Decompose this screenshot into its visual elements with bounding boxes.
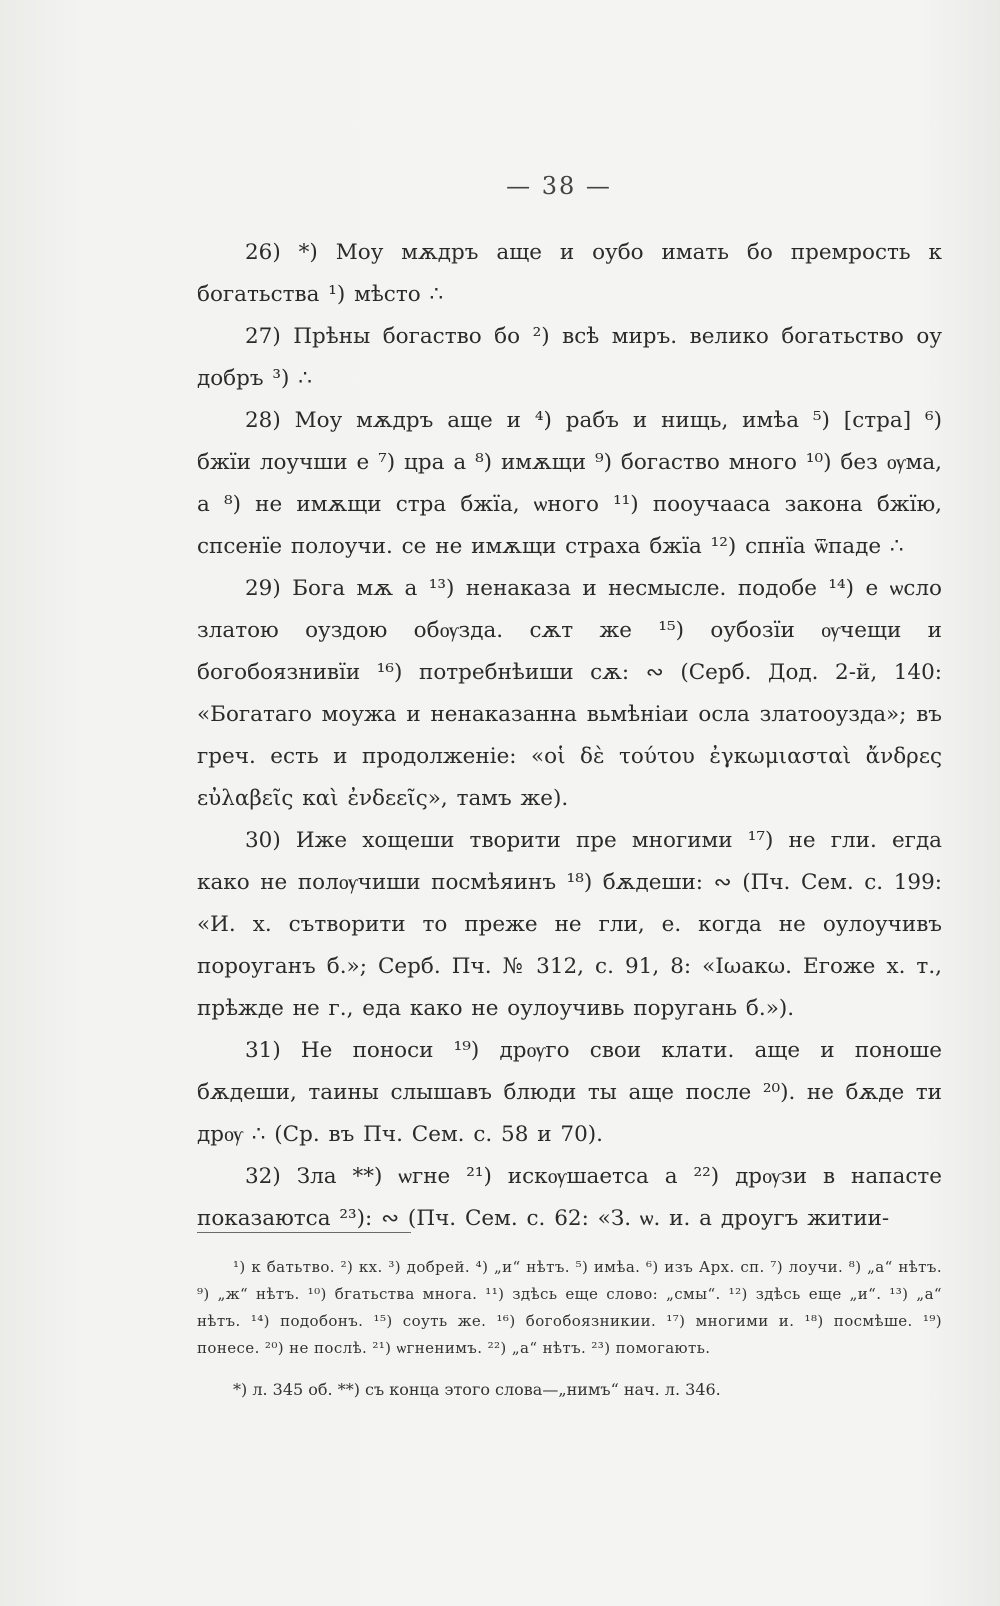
- paragraph-30: 30) Иже хощеши творити пре многими ¹⁷) не гли. егда како не полѹчиши посмѣяинъ ¹⁸) бѫдеши: ∾ (Пч. Сем. с. 199: «И. х. сътворити то преже не гли, е. когда не оулоучивъ пороуганъ б.»; Серб. Пч. № 312, с. 91, 8: «Iωакω. Егоже х. т., прѣжде не г., еда како не оулоучивь поругань б.»).: [197, 828, 942, 1021]
- paragraph-28: 28) Моу мѫдръ аще и ⁴) рабъ и нищь, имѣа ⁵) [стра] ⁶) бжїи лоучши е ⁷) цра а ⁸) имѫщи ⁹) богаство много ¹⁰) без ѹма, а ⁸) не имѫщи стра бжїа, ѡного ¹¹) пооучааса закона бжїю, спсенїе полоучи. се не имѫщи страха бжїа ¹²) спнїа ѿпаде ∴: [197, 408, 942, 559]
- main-text: [197, 232, 942, 1240]
- paragraph-27: 27) Прѣны богаство бо ²) всѣ миръ. велико богатьство оу добръ ³) ∴: [197, 324, 942, 391]
- paragraph-32: 32) Зла **) ѡгне ²¹) искѹшаетса а ²²) дрѹзи в напасте показаютса ²³): ∾ (Пч. Сем. с. 62: «З. ѡ. и. а дроугъ житии-: [197, 1164, 942, 1231]
- footnote-variants: ¹) к батьтво. ²) кх. ³) добрей. ⁴) „и“ нѣтъ. ⁵) имѣа. ⁶) изъ Арх. сп. ⁷) лоучи. ⁸) „а“ нѣтъ. ⁹) „ж“ нѣтъ. ¹⁰) бгатьства многа. ¹¹) здѣсь еще слово: „смы“. ¹²) здѣсь еще „и“. ¹³) „а“ нѣтъ. ¹⁴) подобонъ. ¹⁵) соуть же. ¹⁶) богобоязникии. ¹⁷) многими и. ¹⁸) посмѣше. ¹⁹) понесе. ²⁰) не послѣ. ²¹) ѡгненимъ. ²²) „а“ нѣтъ. ²³) помогають.: [197, 1258, 942, 1357]
- paragraph-26: 26) *) Моу мѫдръ аще и оубо имать бо премрость к богатьства ¹) мѣсто ∴: [197, 240, 942, 307]
- footnote-separator: [197, 1232, 411, 1233]
- footnotes: [197, 1254, 942, 1403]
- page-number: — 38 —: [506, 172, 612, 200]
- footnote-folio-notes: *) л. 345 об. **) съ конца этого слова—„нимъ“ нач. л. 346.: [233, 1380, 721, 1399]
- paragraph-29: 29) Бога мѫ а ¹³) ненаказа и несмысле. подобе ¹⁴) е ѡсло златою оуздою обѹзда. сѫт же ¹⁵) оубозїи ѹчещи и богобоязнивїи ¹⁶) потребнѣиши сѫ: ∾ (Серб. Дод. 2-й, 140: «Богатаго моужа и ненаказанна вьмѣнiаи осла златооузда»; въ греч. есть и продолженіе: «οἱ δὲ τούτου ἐγκωμιασταὶ ἄνδρες εὐλαβεῖς καὶ ἐνδεεῖς», тамъ же).: [197, 576, 942, 811]
- paragraph-31: 31) Не поноси ¹⁹) дрѹго свои клати. аще и поноше бѫдеши, таины слышавъ блюди ты аще после ²⁰). не бѫде ти дрѹ ∴ (Ср. въ Пч. Сем. с. 58 и 70).: [197, 1038, 942, 1147]
